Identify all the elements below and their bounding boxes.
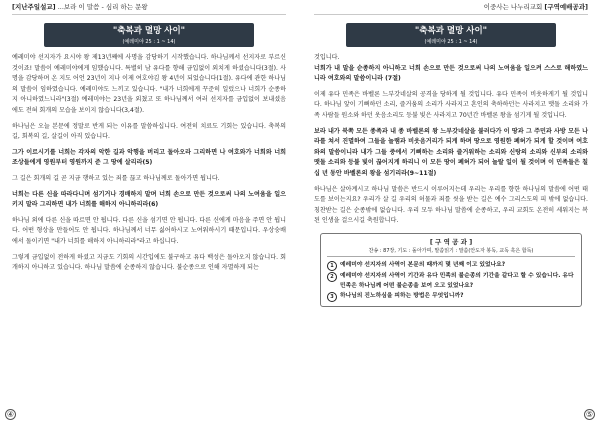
page-number: ⑤ — [585, 410, 594, 419]
paragraph: 그렇게 금입없이 전하게 하셨고 지금도 기회의 시간입에도 불구하고 유다 백성은 돌아오지 않습니다. 회개하지 아니하고 있습니다. 하나님 말씀에 순종하지 않습니다. 불순종으로 인해 자멸하게 되는 — [12, 253, 286, 272]
paragraph: 하나님 외에 다른 신을 따르면 안 됩니다. 다른 신을 섬기면 안 됩니다. 다른 신에게 마음을 주면 안 됩니다. 어떤 형상을 만들어도 안 됩니다. 하나님께서 너무 싫어하시고 노여워하시기 때문입니다. 우상숭배에서 돌이키면 "내가 너희를 해하지 아니하리라"라고 하십니다. — [12, 216, 286, 245]
page-number: ④ — [6, 410, 15, 419]
paragraph: 예레미야 선지자가 요시야 왕 제13년째에 사명을 감당하기 시작했습니다. 하나님께서 선지자로 부르신 것이죠! 말씀이 예레미야에게 임했습니다. 특별히 남 유다를 향해 금입없이 외치게 하셨습니다(3절). 사명을 감당하며 온 지도 어언 23년이 지나 이제 여호야김 왕 4년이 되었습니다(1절). 유다에 관한 하나님의 말씀이 임하였습니다. 예레미야도 느끼고 있습니다. "내가 너희에게 꾸준히 일렀으나 너희가 순종하지 아니하였느니라"(3절) 예레미야는 23년을 외쳤고 또 하나님께서 여러 선지자를 금입없이 보내셨음에도 전혀 회개의 모습을 보이지 않습니다(3,4절). — [12, 54, 286, 114]
paragraph — [314, 53, 588, 85]
paragraph: 하나님은 살아계시고 하나님 말씀은 반드시 이루어지는데 우리는 우리를 향한 하나님의 말씀에 어떤 태도를 보이는지요? 우리가 살 길 우리의 허물과 죄를 씻을 받는 길은 예수 그리스도의 피 밖에 없습니다. 칭찬받는 길은 순종밖에 없습니다. 우리 모두 하나님 말씀에 순종하고, 우리 교회도 온전히 세워지는 복된 인생을 걸으시길 축원합니다. — [314, 185, 588, 225]
question-number: 3 — [327, 292, 337, 302]
right-header-tag: [구역예배공과] — [544, 3, 588, 11]
scripture-reference: (예레미야 25 : 1 ~ 14) — [424, 39, 478, 45]
study-questions-box — [320, 233, 582, 307]
question-number: 2 — [327, 272, 337, 282]
question-text: 예레미야 선지자의 사역이 본문의 때까지 몇 년째 이고 있었나요? — [340, 261, 506, 268]
sermon-title: "축복과 멸망 사이" — [112, 26, 186, 36]
question-number: 1 — [327, 261, 337, 271]
question-item — [327, 291, 575, 302]
left-header — [12, 0, 286, 15]
paragraph: 하나님은 오늘 본문에 정말로 반게 되는 이유를 말씀하십니다. 여전히 치료도 기회는 있습니다. 축복의 길, 회복의 길, 살길이 아직 있습니다. — [12, 122, 286, 141]
left-title-banner — [44, 23, 254, 47]
paragraph: 이제 유다 민족은 바벨론 느부갓네살의 공격을 당하게 될 것입니다. 유다 민족이 비웃하게기 될 것입니다. 하나님 앞이 기뻐하던 소리, 즐거움의 소리가 사라지고 혼인의 축하하던는 사라지고 맷돌 소리와 가족 사람들 원소와 하던 웃음소리도 등불 빛은 사라지고 70년간 바벨론 왕을 섬기게 될 것입니다. — [314, 90, 588, 119]
right-page — [300, 0, 600, 424]
study-box-instructions: 찬송 : 87장, 기도 : 돌아가며, 말씀읽기 : 말씀(안도자 봉독, 교독 혹은 합독) — [327, 247, 575, 257]
left-body — [12, 53, 286, 274]
right-title-banner — [346, 23, 556, 47]
left-header-subtitle: ...보라 이 말씀 - 심리 하는 문왕 — [57, 3, 148, 11]
question-text: 예레미야 선지자의 사역이 기간과 유다 민족의 불순종의 기간을 같다고 할 수 있습니다. 유다 민족은 하나님께 어떤 불순종을 보여 오고 있었나요? — [340, 272, 574, 289]
question-item — [327, 260, 575, 271]
study-box-title: [ 구 역 공 과 ] — [429, 237, 473, 246]
church-name: 이중사는 나누리교회 — [483, 3, 543, 11]
question-item — [327, 271, 575, 291]
question-text: 하나님의 진노하심을 피하는 방법은 무엇입니까? — [340, 292, 464, 299]
sermon-title: "축복과 멸망 사이" — [414, 26, 488, 36]
right-header — [314, 0, 588, 15]
scripture-quote: 그가 이르시기를 너희는 각자의 악한 길과 악행을 버리고 돌아오라 그리하면 나 여호와가 너희와 너희 조상들에게 영원부터 영원까지 준 그 땅에 살리라(5) — [12, 148, 286, 167]
scripture-reference: (예레미야 25 : 1 ~ 14) — [122, 39, 176, 45]
left-header-tag: [지난주일설교] — [12, 3, 56, 11]
scripture-quote: 너희가 내 말을 순종하지 아니하고 너희 손으로 만든 것으로써 나의 노여움을 일으켜 스스로 해하였느니라 여호와의 말씀이니라 (7절) — [314, 64, 588, 83]
scripture-quote: 보라 내가 북쪽 모든 종족과 내 종 바벨론의 왕 느부갓네살을 불러다가 이 땅과 그 주민과 사방 모든 나라를 쳐서 진멸하여 그들을 놀램과 비웃음거리가 되게 하며 땅으로 영원한 폐허가 되게 할 것이며 여호와의 말씀이니라 내가 그들 중에서 기뻐하는 소리와 즐거워하는 소리와 신랑의 소리와 신부의 소리와 맷돌 소리와 등불 빛이 끊어지게 하리니 이 모든 땅이 폐허가 되어 놀랄 일이 될 것이며 이 민족들은 칠십 년 동안 바벨론의 왕을 섬기리라(9~11절) — [314, 127, 588, 177]
right-body — [314, 53, 588, 227]
scripture-quote: 너희는 다른 신을 따라다니며 섬기거나 경배하지 말며 너희 손으로 만든 것으로써 나의 노여움을 일으키지 말라 그리하면 내가 너희를 해하지 아니하리라(6) — [12, 190, 286, 209]
paragraph-fragment: 것입니다. — [314, 54, 340, 61]
paragraph: 그 길은 회개의 길 곧 지금 행하고 있는 죄를 끊고 하나님께로 돌아가면 됩니다. — [12, 174, 220, 182]
